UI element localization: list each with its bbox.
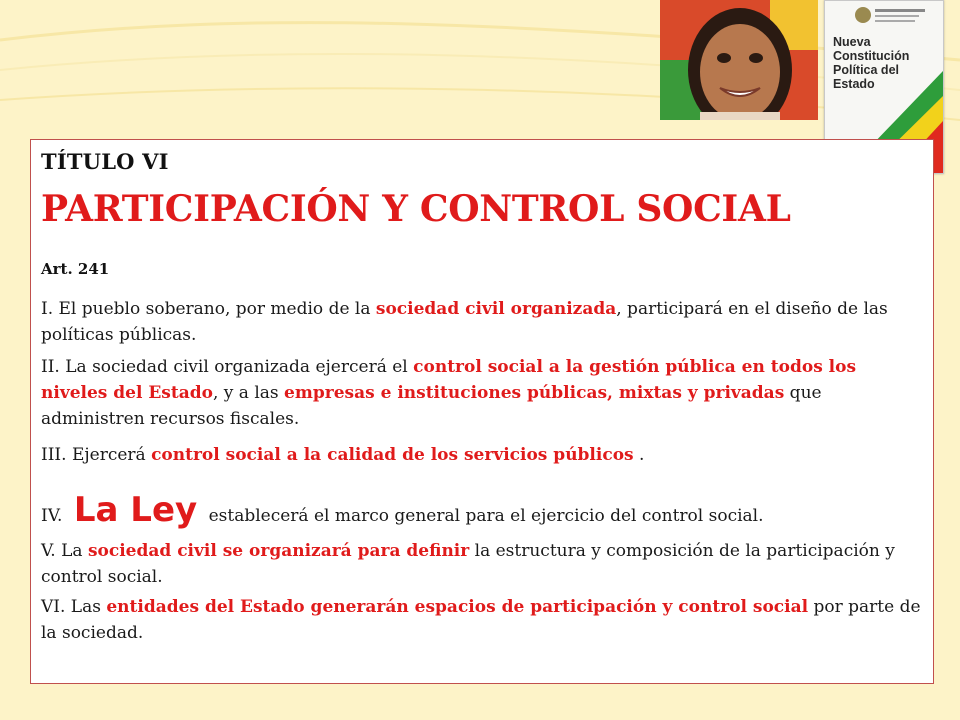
cover-title-line: Constitución [833, 49, 910, 63]
paragraph-6 [41, 594, 921, 646]
paragraph-text: la estructura y composición de la participación y control social. [41, 541, 895, 587]
paragraph-5 [41, 538, 921, 590]
paragraph-text: II. La sociedad civil organizada ejercerá el [41, 357, 414, 377]
cover-title-line: Política del [833, 63, 899, 77]
paragraph-text: por parte de la sociedad. [41, 597, 921, 643]
paragraph-text: que administren recursos fiscales. [41, 383, 822, 429]
cover-title-line: Nueva [833, 35, 871, 49]
highlight-text: empresas e instituciones públicas, mixtas y privadas [284, 383, 785, 403]
article-number: Art. 241 [41, 260, 110, 278]
paragraph-text: . [633, 445, 645, 465]
highlight-text: control social a la calidad de los servicios públicos [151, 445, 634, 465]
paragraph-text: VI. Las [41, 597, 107, 617]
paragraph-1 [41, 296, 921, 348]
paragraph-text: V. La [41, 541, 88, 561]
title-label: TÍTULO VI [41, 149, 169, 174]
paragraph-text: I. El pueblo soberano, por medio de la [41, 299, 376, 319]
highlight-text: La Ley [73, 490, 198, 530]
highlight-text: entidades del Estado generarán espacios de participación y control social [106, 597, 809, 617]
paragraph-text: establecerá el marco general para el ejercicio del control social. [203, 506, 764, 526]
highlight-text: control social a la gestión pública en todos los niveles del Estado [41, 357, 857, 403]
content-box [30, 139, 934, 684]
child-photo [660, 0, 818, 120]
paragraph-2 [41, 354, 921, 432]
paragraph-text: IV. [41, 506, 68, 526]
cover-title-line: Estado [833, 77, 875, 91]
paragraph-text: III. Ejercerá [41, 445, 152, 465]
paragraph-text: , participará en el diseño de las políticas públicas. [41, 299, 888, 345]
paragraph-3 [41, 442, 921, 468]
highlight-text: sociedad civil se organizará para definir [87, 541, 470, 561]
paragraph-4 [41, 490, 921, 536]
highlight-text: sociedad civil organizada [375, 299, 617, 319]
paragraph-text: , y a las [212, 383, 285, 403]
page-title: PARTICIPACIÓN Y CONTROL SOCIAL [41, 188, 791, 230]
cover-title [833, 35, 937, 91]
